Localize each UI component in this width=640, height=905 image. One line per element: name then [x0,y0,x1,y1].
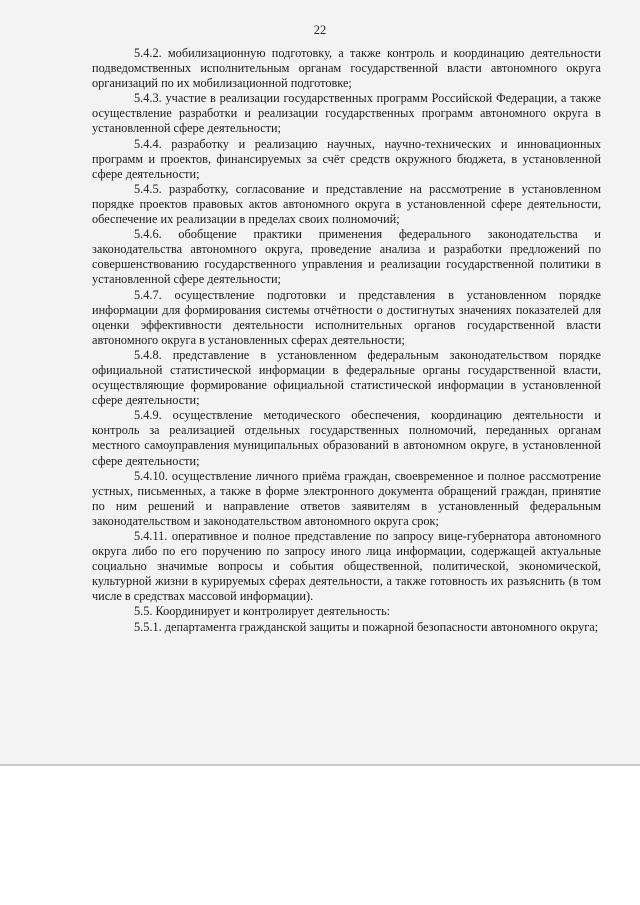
paragraph-5-4-6: 5.4.6. обобщение практики применения федерального законодательства и законодательства автономного округа, проведение анализа и разработки предложений по совершенствованию государственного управления и реализации государственной политики в установленной сфере деятельности; [92,227,601,287]
paragraph-5-4-7: 5.4.7. осуществление подготовки и представления в установленном порядке информации для формирования системы отчётности о достигнутых значениях показателей для оценки эффективности деятельности исполнительных органов государственной власти автономного округа в установленных сферах деятельности; [92,287,601,347]
paragraph-5-4-11: 5.4.11. оперативное и полное представление по запросу вице-губернатора автономного округа либо по его поручению по запросу иного лица информации, содержащей актуальные социально значимые вопросы и события общественной, политической, экономической, культурной жизни в курируемых сферах деятельности, а также готовность их разъяснить (в том числе в средствах массовой информации). [92,529,601,604]
paragraph-5-4-9: 5.4.9. осуществление методического обеспечения, координацию деятельности и контроль за реализацией отдельных государственных полномочий, переданных органам местного самоуправления муниципальных образований в автономном округе, в установленной сфере деятельности; [92,408,601,468]
paragraph-5-5-1: 5.5.1. департамента гражданской защиты и пожарной безопасности автономного округа; [134,619,599,634]
page-number: 22 [313,23,327,37]
paragraph-5-4-5: 5.4.5. разработку, согласование и представление на рассмотрение в установленном порядке проектов правовых актов автономного округа в установленной сфере деятельности, обеспечение их реализации в пределах своих полномочий; [92,181,601,227]
paragraph-5-5: 5.5. Координирует и контролирует деятельность: [134,604,391,619]
paragraph-5-4-2: 5.4.2. мобилизационную подготовку, а также контроль и координацию деятельности подведомственных исполнительным органам государственной власти автономного округа организаций по их мобилизационной подготовке; [92,46,601,91]
blank-margin [0,766,640,905]
paragraph-5-4-8: 5.4.8. представление в установленном федеральным законодательством порядке официальной статистической информации в федеральные органы государственной власти, осуществляющие формирование официальной статистической информации в установленной сфере деятельности; [92,347,601,408]
paragraph-5-4-10: 5.4.10. осуществление личного приёма граждан, своевременное и полное рассмотрение устных, письменных, а также в форме электронного документа обращений граждан, принятие по ним решений и направление ответов заявителям в установленный федеральным законодательством и законодательством автономного округа срок; [92,468,601,528]
paragraph-5-4-4: 5.4.4. разработку и реализацию научных, научно-технических и инновационных программ и проектов, финансируемых за счёт средств окружного бюджета, в установленной сфере деятельности; [92,136,601,181]
paragraph-5-4-3: 5.4.3. участие в реализации государственных программ Российской Федерации, а также осуществление разработки и реализации государственных программ автономного округа в установленной сфере деятельности; [92,91,601,136]
document-body [92,46,601,635]
